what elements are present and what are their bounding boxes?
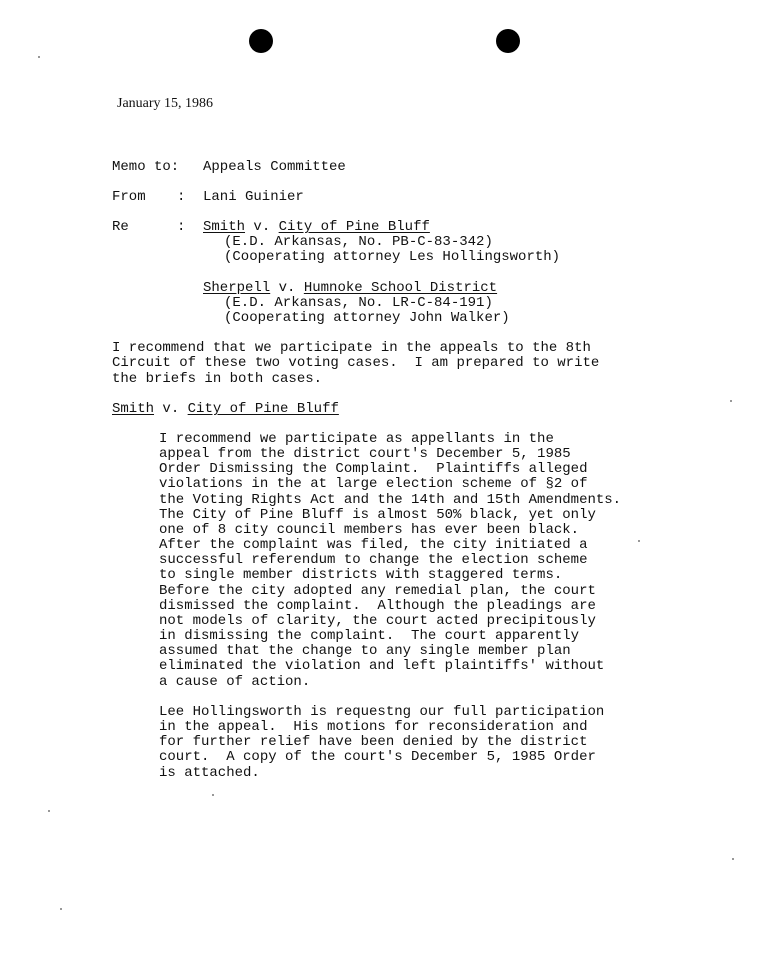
- para1-line: Order Dismissing the Complaint. Plaintiffs alleged: [159, 461, 588, 477]
- from-label: From: [112, 189, 146, 205]
- section-defendant: City of Pine Bluff: [187, 401, 339, 417]
- scan-speck: [638, 540, 640, 542]
- case1-defendant: City of Pine Bluff: [278, 219, 430, 235]
- intro-line: I recommend that we participate in the appeals to the 8th: [112, 340, 591, 356]
- section-plaintiff: Smith: [112, 401, 155, 417]
- from-value: Lani Guinier: [203, 189, 304, 205]
- case2-attorney: (Cooperating attorney John Walker): [224, 310, 510, 326]
- section-heading: [112, 402, 339, 418]
- para1-line: assumed that the change to any single member plan: [159, 643, 571, 659]
- memo-date: January 15, 1986: [117, 96, 214, 111]
- para1-line: one of 8 city council members has ever been black.: [159, 522, 580, 538]
- para1-line: appeal from the district court's December 5, 1985: [159, 446, 571, 462]
- punch-hole-right: [496, 29, 520, 53]
- scan-speck: [48, 810, 50, 812]
- scan-speck: [732, 858, 734, 860]
- memo-to-label: Memo to:: [112, 159, 180, 175]
- intro-line: the briefs in both cases.: [112, 371, 323, 387]
- para1-line: dismissed the complaint. Although the pleadings are: [159, 598, 596, 614]
- para1-line: The City of Pine Bluff is almost 50% black, yet only: [159, 507, 596, 523]
- scan-speck: [212, 794, 214, 796]
- case1-plaintiff: Smith: [203, 219, 246, 235]
- case1-versus: v.: [253, 219, 271, 235]
- para1-line: I recommend we participate as appellants in the: [159, 431, 554, 447]
- from-colon: :: [177, 189, 186, 205]
- case2-plaintiff: Sherpell: [203, 280, 271, 296]
- re-label: Re: [112, 219, 129, 235]
- para1-line: Before the city adopted any remedial plan, the court: [159, 583, 596, 599]
- section-versus: v.: [162, 401, 180, 417]
- case2-court: (E.D. Arkansas, No. LR-C-84-191): [224, 295, 493, 311]
- para1-line: in dismissing the complaint. The court apparently: [159, 628, 580, 644]
- para2-line: is attached.: [159, 765, 260, 781]
- para2-line: in the appeal. His motions for reconsideration and: [159, 719, 588, 735]
- para1-line: the Voting Rights Act and the 14th and 15th Amendments.: [159, 492, 622, 508]
- para1-line: a cause of action.: [159, 674, 311, 690]
- para1-line: successful referendum to change the election scheme: [159, 552, 588, 568]
- para1-line: violations in the at large election scheme of §2 of: [159, 476, 588, 492]
- case2-defendant: Humnoke School District: [303, 280, 498, 296]
- case1-attorney: (Cooperating attorney Les Hollingsworth): [224, 249, 561, 265]
- scan-speck: [38, 56, 40, 58]
- re-colon: :: [177, 219, 186, 235]
- para2-line: court. A copy of the court's December 5, 1985 Order: [159, 749, 596, 765]
- punch-hole-left: [249, 29, 273, 53]
- para1-line: to single member districts with staggered terms.: [159, 567, 563, 583]
- para1-line: After the complaint was filed, the city initiated a: [159, 537, 588, 553]
- para1-line: eliminated the violation and left plaintiffs' without: [159, 658, 605, 674]
- intro-line: Circuit of these two voting cases. I am prepared to write: [112, 355, 600, 371]
- case2-versus: v.: [278, 280, 296, 296]
- para1-line: not models of clarity, the court acted precipitously: [159, 613, 596, 629]
- para2-line: Lee Hollingsworth is requestng our full participation: [159, 704, 605, 720]
- scan-speck: [60, 908, 62, 910]
- scan-speck: [730, 400, 732, 402]
- memo-to-value: Appeals Committee: [203, 159, 346, 175]
- para2-line: for further relief have been denied by the district: [159, 734, 588, 750]
- case1-court: (E.D. Arkansas, No. PB-C-83-342): [224, 234, 493, 250]
